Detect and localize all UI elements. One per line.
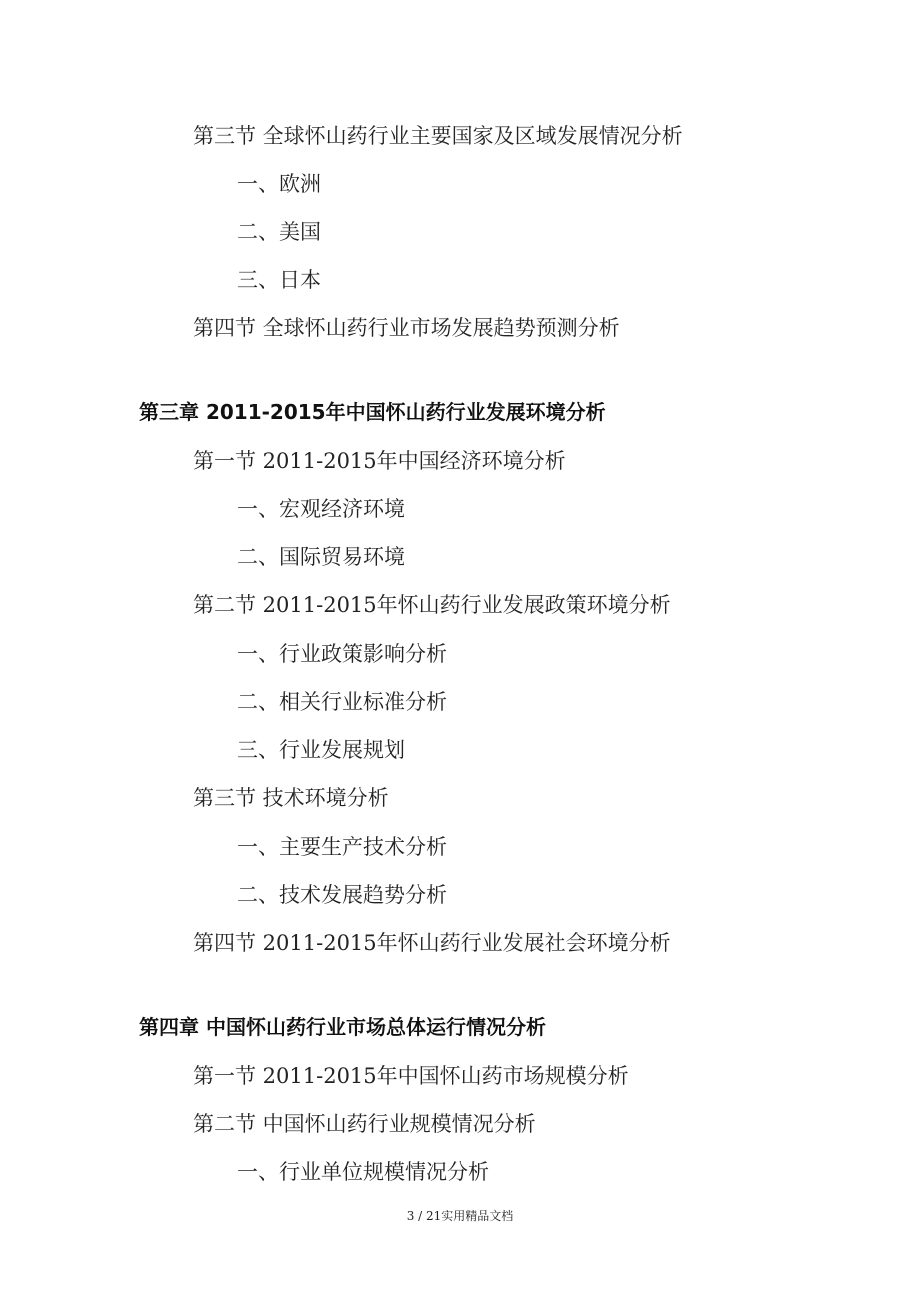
- toc-section: 第四节 全球怀山药行业市场发展趋势预测分析: [193, 316, 620, 340]
- toc-item: 一、主要生产技术分析: [237, 835, 447, 859]
- toc-item: 一、行业政策影响分析: [237, 642, 447, 666]
- toc-section: 第一节 2011-2015年中国经济环境分析: [193, 449, 566, 473]
- page-footer: 3 / 21实用精品文档: [406, 1209, 514, 1223]
- toc-item: 三、日本: [237, 268, 321, 292]
- toc-item: 三、行业发展规划: [237, 738, 405, 762]
- toc-item: 一、宏观经济环境: [237, 497, 405, 521]
- toc-section: 第二节 2011-2015年怀山药行业发展政策环境分析: [193, 593, 671, 617]
- toc-section: 第一节 2011-2015年中国怀山药市场规模分析: [193, 1064, 629, 1088]
- toc-item: 二、美国: [237, 220, 321, 244]
- toc-item: 一、行业单位规模情况分析: [237, 1160, 489, 1184]
- toc-section: 第三节 全球怀山药行业主要国家及区域发展情况分析: [193, 124, 683, 148]
- toc-chapter: 第三章 2011-2015年中国怀山药行业发展环境分析: [139, 400, 606, 424]
- toc-item: 一、欧洲: [237, 172, 321, 196]
- toc-chapter: 第四章 中国怀山药行业市场总体运行情况分析: [139, 1015, 546, 1039]
- toc-item: 二、相关行业标准分析: [237, 690, 447, 714]
- toc-item: 二、国际贸易环境: [237, 545, 405, 569]
- toc-section: 第四节 2011-2015年怀山药行业发展社会环境分析: [193, 931, 671, 955]
- toc-section: 第三节 技术环境分析: [193, 786, 389, 810]
- toc-item: 二、技术发展趋势分析: [237, 883, 447, 907]
- toc-section: 第二节 中国怀山药行业规模情况分析: [193, 1112, 536, 1136]
